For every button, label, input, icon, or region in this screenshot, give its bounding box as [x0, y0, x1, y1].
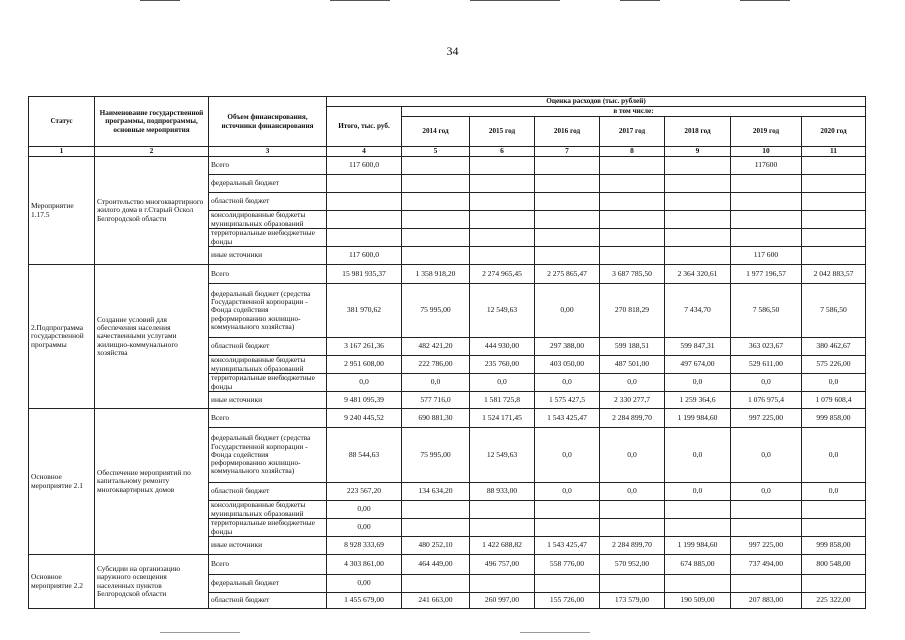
column-number: 8 — [600, 147, 665, 157]
year-value-cell: 997 225,00 — [731, 409, 802, 428]
year-value-cell — [802, 575, 866, 593]
financing-source-cell: консолидированные бюджеты муниципальных образований — [209, 211, 327, 229]
year-value-cell: 403 050,00 — [535, 356, 600, 374]
financing-source-cell: областной бюджет — [209, 338, 327, 356]
year-value-cell — [470, 193, 535, 211]
financing-source-cell: территориальные внебюджетные фонды — [209, 229, 327, 247]
scan-edge-line — [160, 632, 240, 633]
year-value-cell: 225 322,00 — [802, 593, 866, 609]
year-value-cell: 690 881,30 — [402, 409, 470, 428]
year-value-cell — [731, 193, 802, 211]
total-value-cell: 0,0 — [327, 374, 402, 392]
table-row — [29, 265, 866, 284]
year-value-cell — [535, 575, 600, 593]
program-name-cell: Строительство многоквартирного жилого дома в г.Старый Оскол Белгородской области — [95, 157, 209, 265]
total-value-cell — [327, 175, 402, 193]
year-value-cell: 0,0 — [600, 374, 665, 392]
year-value-cell — [535, 157, 600, 175]
column-number: 5 — [402, 147, 470, 157]
year-value-cell: 380 462,67 — [802, 338, 866, 356]
status-cell: Основное мероприятие 2.2 — [29, 555, 95, 609]
year-value-cell — [600, 157, 665, 175]
financing-source-cell: областной бюджет — [209, 483, 327, 501]
year-value-cell — [600, 193, 665, 211]
year-value-cell — [600, 211, 665, 229]
total-value-cell: 0,00 — [327, 519, 402, 537]
year-value-cell: 1 076 975,4 — [731, 392, 802, 409]
financing-source-cell: Всего — [209, 157, 327, 175]
year-value-cell — [600, 175, 665, 193]
year-value-cell — [535, 247, 600, 265]
year-value-cell — [665, 575, 731, 593]
header-program-name: Наименование государственной программы, подпрограммы, основные мероприятия — [95, 97, 209, 147]
year-value-cell: 497 674,00 — [665, 356, 731, 374]
year-value-cell: 2 330 277,7 — [600, 392, 665, 409]
year-value-cell: 297 388,00 — [535, 338, 600, 356]
year-value-cell: 997 225,00 — [731, 537, 802, 555]
year-value-cell: 2 284 899,70 — [600, 537, 665, 555]
year-value-cell: 1 581 725,8 — [470, 392, 535, 409]
year-value-cell — [535, 519, 600, 537]
year-value-cell: 173 579,00 — [600, 593, 665, 609]
year-value-cell: 117600 — [731, 157, 802, 175]
table-row — [29, 409, 866, 428]
year-value-cell — [600, 575, 665, 593]
page-number: 34 — [446, 44, 459, 58]
year-value-cell — [402, 519, 470, 537]
total-value-cell: 117 600,0 — [327, 157, 402, 175]
year-value-cell: 0,0 — [470, 374, 535, 392]
year-value-cell: 260 997,00 — [470, 593, 535, 609]
status-cell: Основное мероприятие 2.1 — [29, 409, 95, 555]
column-number: 10 — [731, 147, 802, 157]
header-cost-estimate: Оценка расходов (тыс. рублей) — [327, 97, 866, 107]
year-value-cell — [731, 175, 802, 193]
year-value-cell: 480 252,10 — [402, 537, 470, 555]
year-value-cell — [402, 157, 470, 175]
year-value-cell — [470, 211, 535, 229]
year-value-cell: 12 549,63 — [470, 428, 535, 483]
header-year: 2018 год — [665, 117, 731, 147]
year-value-cell — [731, 211, 802, 229]
year-value-cell: 1 543 425,47 — [535, 409, 600, 428]
financing-source-cell: территориальные внебюджетные фонды — [209, 519, 327, 537]
year-value-cell: 0,0 — [802, 374, 866, 392]
year-value-cell: 1 199 984,60 — [665, 537, 731, 555]
year-value-cell — [802, 229, 866, 247]
year-value-cell: 7 586,50 — [731, 284, 802, 338]
year-value-cell — [402, 575, 470, 593]
header-status: Статус — [29, 97, 95, 147]
year-value-cell: 0,0 — [535, 428, 600, 483]
table-header — [29, 97, 866, 157]
year-value-cell — [665, 175, 731, 193]
column-number: 9 — [665, 147, 731, 157]
program-name-cell: Субсидии на организацию наружного освещения населенных пунктов Белгородской области — [95, 555, 209, 609]
year-value-cell — [402, 175, 470, 193]
year-value-cell: 0,0 — [731, 483, 802, 501]
column-number: 2 — [95, 147, 209, 157]
total-value-cell: 3 167 261,36 — [327, 338, 402, 356]
year-value-cell — [731, 519, 802, 537]
header-year: 2017 год — [600, 117, 665, 147]
year-value-cell: 599 188,51 — [600, 338, 665, 356]
year-value-cell — [731, 229, 802, 247]
year-value-cell: 999 858,00 — [802, 409, 866, 428]
year-value-cell: 737 494,00 — [731, 555, 802, 575]
year-value-cell — [535, 211, 600, 229]
header-including: в том числе: — [402, 107, 866, 117]
year-value-cell: 235 760,00 — [470, 356, 535, 374]
scan-edge-line — [740, 0, 790, 1]
year-value-cell — [402, 193, 470, 211]
year-value-cell — [665, 501, 731, 519]
year-value-cell — [665, 193, 731, 211]
header-year: 2016 год — [535, 117, 600, 147]
column-number: 11 — [802, 147, 866, 157]
year-value-cell: 2 274 965,45 — [470, 265, 535, 284]
year-value-cell: 999 858,00 — [802, 537, 866, 555]
column-number: 6 — [470, 147, 535, 157]
year-value-cell — [802, 175, 866, 193]
scan-edge-line — [330, 0, 390, 1]
total-value-cell — [327, 193, 402, 211]
total-value-cell: 88 544,63 — [327, 428, 402, 483]
column-number: 7 — [535, 147, 600, 157]
year-value-cell: 7 434,70 — [665, 284, 731, 338]
table-body — [29, 157, 866, 609]
year-value-cell: 270 818,29 — [600, 284, 665, 338]
year-value-cell — [470, 157, 535, 175]
year-value-cell: 0,0 — [665, 428, 731, 483]
total-value-cell: 0,00 — [327, 575, 402, 593]
header-financing-volume: Объем финансирования, источники финансирования — [209, 97, 327, 147]
financing-source-cell: Всего — [209, 409, 327, 428]
total-value-cell: 2 951 608,00 — [327, 356, 402, 374]
total-value-cell: 381 970,62 — [327, 284, 402, 338]
year-value-cell: 1 575 427,5 — [535, 392, 600, 409]
year-value-cell — [535, 175, 600, 193]
header-year: 2020 год — [802, 117, 866, 147]
year-value-cell: 444 930,00 — [470, 338, 535, 356]
table-row — [29, 555, 866, 575]
year-value-cell: 7 586,50 — [802, 284, 866, 338]
financing-source-cell: федеральный бюджет (средства Государственной корпорации - Фонда содействия реформированию жилищно-коммунального хозяйства) — [209, 428, 327, 483]
year-value-cell: 2 364 320,61 — [665, 265, 731, 284]
year-value-cell — [470, 247, 535, 265]
budget-table — [28, 96, 866, 609]
program-name-cell: Создание условий для обеспечения населения качественными услугами жилищно-коммунального хозяйства — [95, 265, 209, 409]
year-value-cell: 134 634,20 — [402, 483, 470, 501]
year-value-cell: 487 501,00 — [600, 356, 665, 374]
status-cell: 2.Подпрограмма государственной программы — [29, 265, 95, 409]
year-value-cell: 0,0 — [535, 374, 600, 392]
year-value-cell: 241 663,00 — [402, 593, 470, 609]
year-value-cell: 575 226,00 — [802, 356, 866, 374]
header-year: 2015 год — [470, 117, 535, 147]
year-value-cell — [402, 501, 470, 519]
total-value-cell: 117 600,0 — [327, 247, 402, 265]
year-value-cell: 674 885,00 — [665, 555, 731, 575]
financing-source-cell: федеральный бюджет (средства Государственной корпорации - Фонда содействия реформированию жилищно-коммунального хозяйства) — [209, 284, 327, 338]
year-value-cell — [535, 501, 600, 519]
year-value-cell — [600, 501, 665, 519]
year-value-cell: 1 422 688,82 — [470, 537, 535, 555]
year-value-cell: 0,0 — [600, 428, 665, 483]
total-value-cell: 9 481 095,39 — [327, 392, 402, 409]
year-value-cell: 1 199 984,60 — [665, 409, 731, 428]
financing-source-cell: Всего — [209, 265, 327, 284]
financing-source-cell: Всего — [209, 555, 327, 575]
year-value-cell — [665, 229, 731, 247]
year-value-cell: 75 995,00 — [402, 284, 470, 338]
year-value-cell: 2 042 883,57 — [802, 265, 866, 284]
year-value-cell: 0,0 — [535, 483, 600, 501]
year-value-cell: 190 509,00 — [665, 593, 731, 609]
year-value-cell: 363 023,67 — [731, 338, 802, 356]
year-value-cell: 0,0 — [665, 374, 731, 392]
column-number: 1 — [29, 147, 95, 157]
financing-source-cell: областной бюджет — [209, 593, 327, 609]
year-value-cell: 1 079 608,4 — [802, 392, 866, 409]
total-value-cell — [327, 211, 402, 229]
year-value-cell: 570 952,00 — [600, 555, 665, 575]
scan-edge-line — [470, 0, 560, 1]
year-value-cell: 0,0 — [802, 428, 866, 483]
table-row — [29, 157, 866, 175]
year-value-cell: 0,0 — [731, 374, 802, 392]
year-value-cell: 2 284 899,70 — [600, 409, 665, 428]
year-value-cell: 207 883,00 — [731, 593, 802, 609]
total-value-cell: 8 928 333,69 — [327, 537, 402, 555]
year-value-cell — [535, 229, 600, 247]
total-value-cell: 4 303 861,00 — [327, 555, 402, 575]
year-value-cell — [731, 575, 802, 593]
year-value-cell: 2 275 865,47 — [535, 265, 600, 284]
year-value-cell: 482 421,20 — [402, 338, 470, 356]
year-value-cell — [402, 229, 470, 247]
year-value-cell: 75 995,00 — [402, 428, 470, 483]
year-value-cell: 0,0 — [402, 374, 470, 392]
year-value-cell — [802, 501, 866, 519]
year-value-cell — [470, 575, 535, 593]
column-number: 4 — [327, 147, 402, 157]
scan-edge-line — [520, 632, 590, 633]
total-value-cell: 223 567,20 — [327, 483, 402, 501]
year-value-cell: 3 687 785,50 — [600, 265, 665, 284]
financing-source-cell: федеральный бюджет — [209, 175, 327, 193]
year-value-cell — [600, 247, 665, 265]
year-value-cell: 12 549,63 — [470, 284, 535, 338]
year-value-cell — [600, 229, 665, 247]
year-value-cell: 1 259 364,6 — [665, 392, 731, 409]
year-value-cell: 464 449,00 — [402, 555, 470, 575]
header-total: Итого, тыс. руб. — [327, 107, 402, 147]
year-value-cell — [802, 247, 866, 265]
column-number: 3 — [209, 147, 327, 157]
financing-source-cell: территориальные внебюджетные фонды — [209, 374, 327, 392]
total-value-cell — [327, 229, 402, 247]
header-year: 2014 год — [402, 117, 470, 147]
year-value-cell — [665, 247, 731, 265]
year-value-cell: 0,0 — [731, 428, 802, 483]
year-value-cell: 599 847,31 — [665, 338, 731, 356]
financing-source-cell: иные источники — [209, 247, 327, 265]
year-value-cell — [665, 519, 731, 537]
year-value-cell: 155 726,00 — [535, 593, 600, 609]
year-value-cell: 1 977 196,57 — [731, 265, 802, 284]
year-value-cell: 577 716,0 — [402, 392, 470, 409]
total-value-cell: 0,00 — [327, 501, 402, 519]
year-value-cell: 117 600 — [731, 247, 802, 265]
financing-source-cell: областной бюджет — [209, 193, 327, 211]
year-value-cell — [665, 157, 731, 175]
year-value-cell — [731, 501, 802, 519]
year-value-cell: 529 611,00 — [731, 356, 802, 374]
year-value-cell — [470, 175, 535, 193]
year-value-cell — [600, 519, 665, 537]
total-value-cell: 15 981 935,37 — [327, 265, 402, 284]
year-value-cell: 558 776,00 — [535, 555, 600, 575]
year-value-cell: 496 757,00 — [470, 555, 535, 575]
year-value-cell — [402, 247, 470, 265]
financing-source-cell: федеральный бюджет — [209, 575, 327, 593]
financing-source-cell: консолидированные бюджеты муниципальных образований — [209, 356, 327, 374]
year-value-cell — [802, 193, 866, 211]
year-value-cell — [802, 519, 866, 537]
year-value-cell — [802, 211, 866, 229]
year-value-cell: 222 786,00 — [402, 356, 470, 374]
year-value-cell: 0,0 — [802, 483, 866, 501]
year-value-cell: 1 524 171,45 — [470, 409, 535, 428]
financing-source-cell: иные источники — [209, 392, 327, 409]
column-number-row — [29, 147, 866, 157]
year-value-cell: 0,0 — [600, 483, 665, 501]
header-year: 2019 год — [731, 117, 802, 147]
year-value-cell — [402, 211, 470, 229]
year-value-cell: 0,00 — [535, 284, 600, 338]
total-value-cell: 1 455 679,00 — [327, 593, 402, 609]
year-value-cell — [665, 211, 731, 229]
year-value-cell: 0,0 — [665, 483, 731, 501]
year-value-cell: 1 358 918,20 — [402, 265, 470, 284]
year-value-cell — [535, 193, 600, 211]
year-value-cell — [802, 157, 866, 175]
financing-source-cell: консолидированные бюджеты муниципальных образований — [209, 501, 327, 519]
year-value-cell: 88 933,00 — [470, 483, 535, 501]
financing-source-cell: иные источники — [209, 537, 327, 555]
status-cell: Мероприятие 1.17.5 — [29, 157, 95, 265]
scan-edge-line — [140, 0, 180, 1]
year-value-cell — [470, 519, 535, 537]
year-value-cell — [470, 229, 535, 247]
year-value-cell: 1 543 425,47 — [535, 537, 600, 555]
total-value-cell: 9 240 445,52 — [327, 409, 402, 428]
year-value-cell: 800 548,00 — [802, 555, 866, 575]
year-value-cell — [470, 501, 535, 519]
program-name-cell: Обеспечение мероприятий по капитальному ремонту многоквартирных домов — [95, 409, 209, 555]
scan-edge-line — [620, 0, 660, 1]
